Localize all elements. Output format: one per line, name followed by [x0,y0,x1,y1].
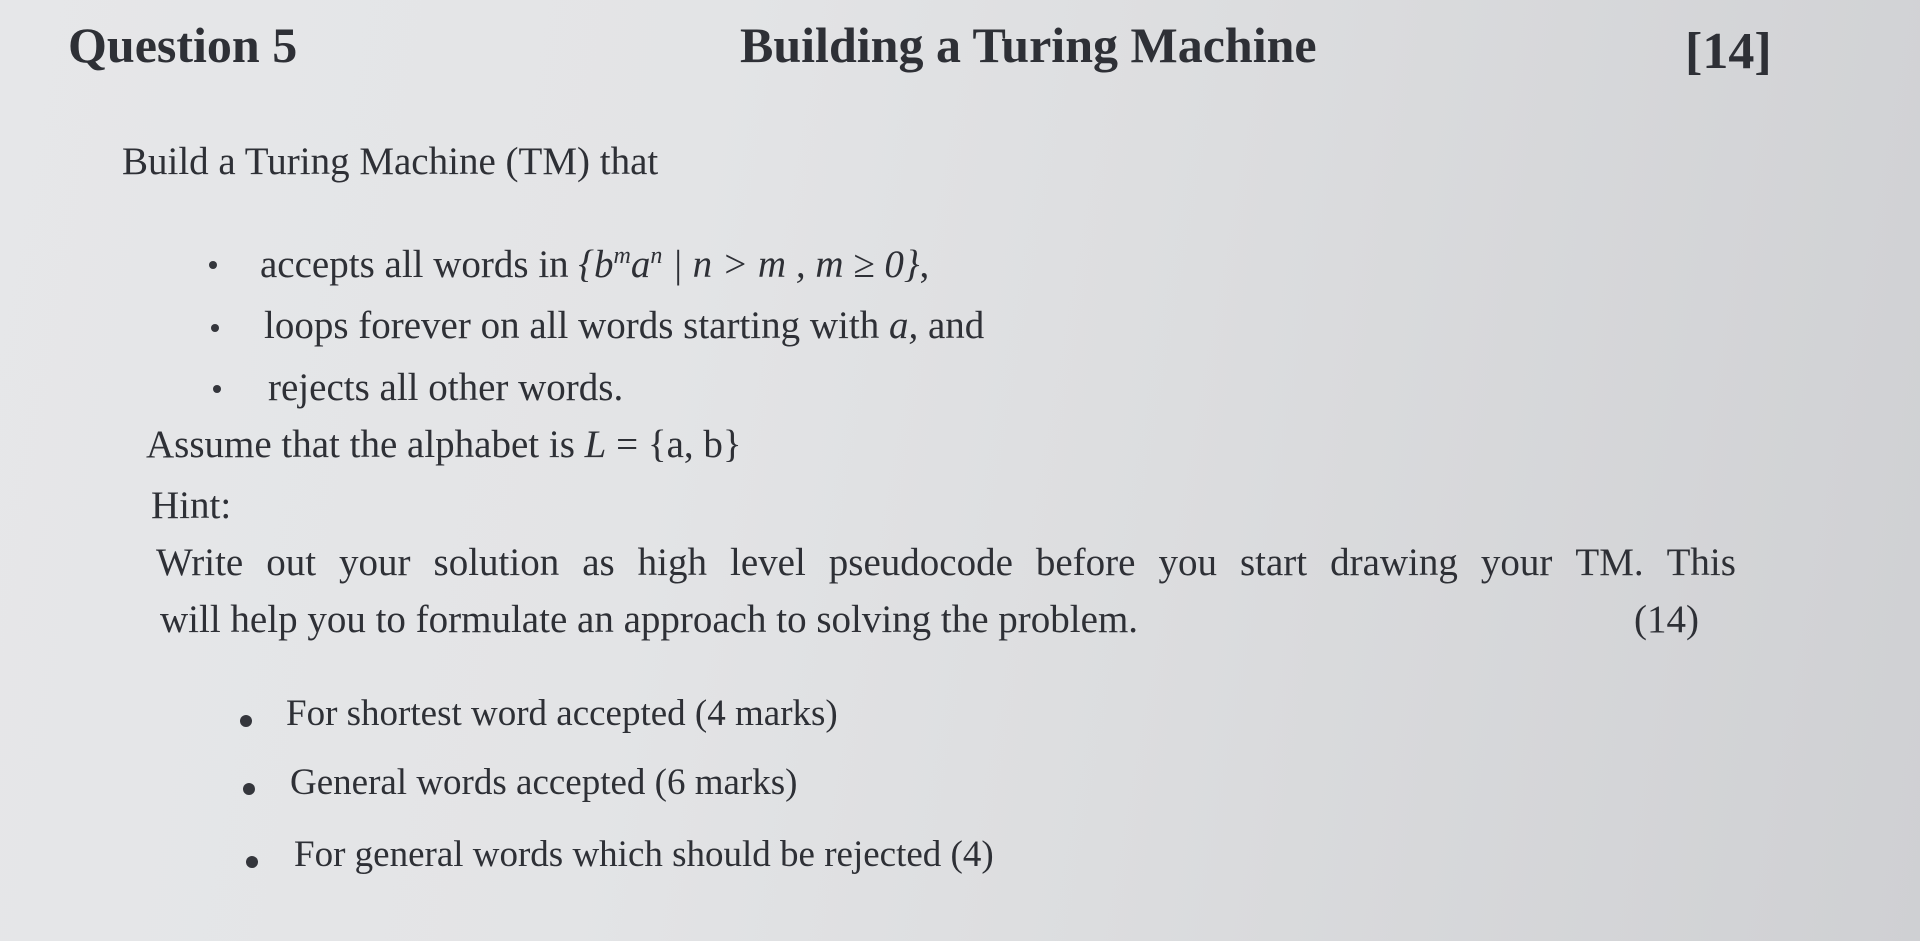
hint-word: drawing [1330,541,1458,584]
requirement-rejects: rejects all other words. [268,366,624,409]
criterion-shortest-word: For shortest word accepted (4 marks) [286,693,838,734]
hint-word: Write [156,541,244,584]
bullet-icon [213,385,221,393]
alphabet-symbol: L [584,423,607,466]
hint-line-1 [156,543,1736,582]
bullet-icon [243,783,255,795]
criterion-general-rejected: For general words which should be rejected (4) [294,834,994,875]
alphabet-rest: = {a, b} [606,423,742,466]
hint-word: out [266,541,317,584]
bullet-icon [240,715,252,727]
set-close: } [903,243,920,286]
hint-word: as [582,541,615,584]
hint-word: TM. [1575,541,1644,584]
loops-suffix: and [918,304,985,347]
hint-word: high [637,541,708,584]
bullet-icon [246,856,258,868]
hint-word: your [1480,541,1553,584]
question-title: Building a Turing Machine [740,17,1317,73]
hint-word: This [1666,541,1736,584]
hint-word: you [1158,541,1217,584]
loops-prefix: loops forever on all words starting with [264,304,889,347]
accepts-suffix: , [919,243,930,286]
exponent-n: n [650,243,663,269]
question-number: Question 5 [68,17,298,73]
accepts-prefix: accepts all words in [260,243,579,286]
hint-label: Hint: [151,484,232,527]
hint-word: level [730,541,806,584]
set-open: { [578,243,595,286]
alphabet-prefix: Assume that the alphabet is [146,423,585,466]
hint-word: your [339,541,411,584]
base-b: b [594,243,614,286]
exponent-m: m [613,243,631,269]
alphabet-assumption [146,425,742,464]
intro-text: Build a Turing Machine (TM) that [122,140,659,183]
criterion-general-accepted: General words accepted (6 marks) [290,762,798,803]
hint-word: start [1239,541,1308,584]
hint-line-2: will help you to formulate an approach to solving the problem. [160,598,1139,641]
hint-marks: (14) [1634,598,1699,641]
requirement-accepts [260,245,929,284]
hint-word: before [1035,541,1136,584]
requirement-loops [264,306,984,345]
hint-word: solution [433,541,560,584]
language-set [578,243,919,286]
set-condition: | n > m , m ≥ 0 [662,243,904,286]
bullet-icon [211,324,219,332]
hint-word: pseudocode [828,541,1013,584]
base-a: a [630,243,651,286]
bullet-icon [209,261,217,269]
loops-symbol: a, [888,304,919,347]
question-total-marks: [14] [1685,23,1772,80]
